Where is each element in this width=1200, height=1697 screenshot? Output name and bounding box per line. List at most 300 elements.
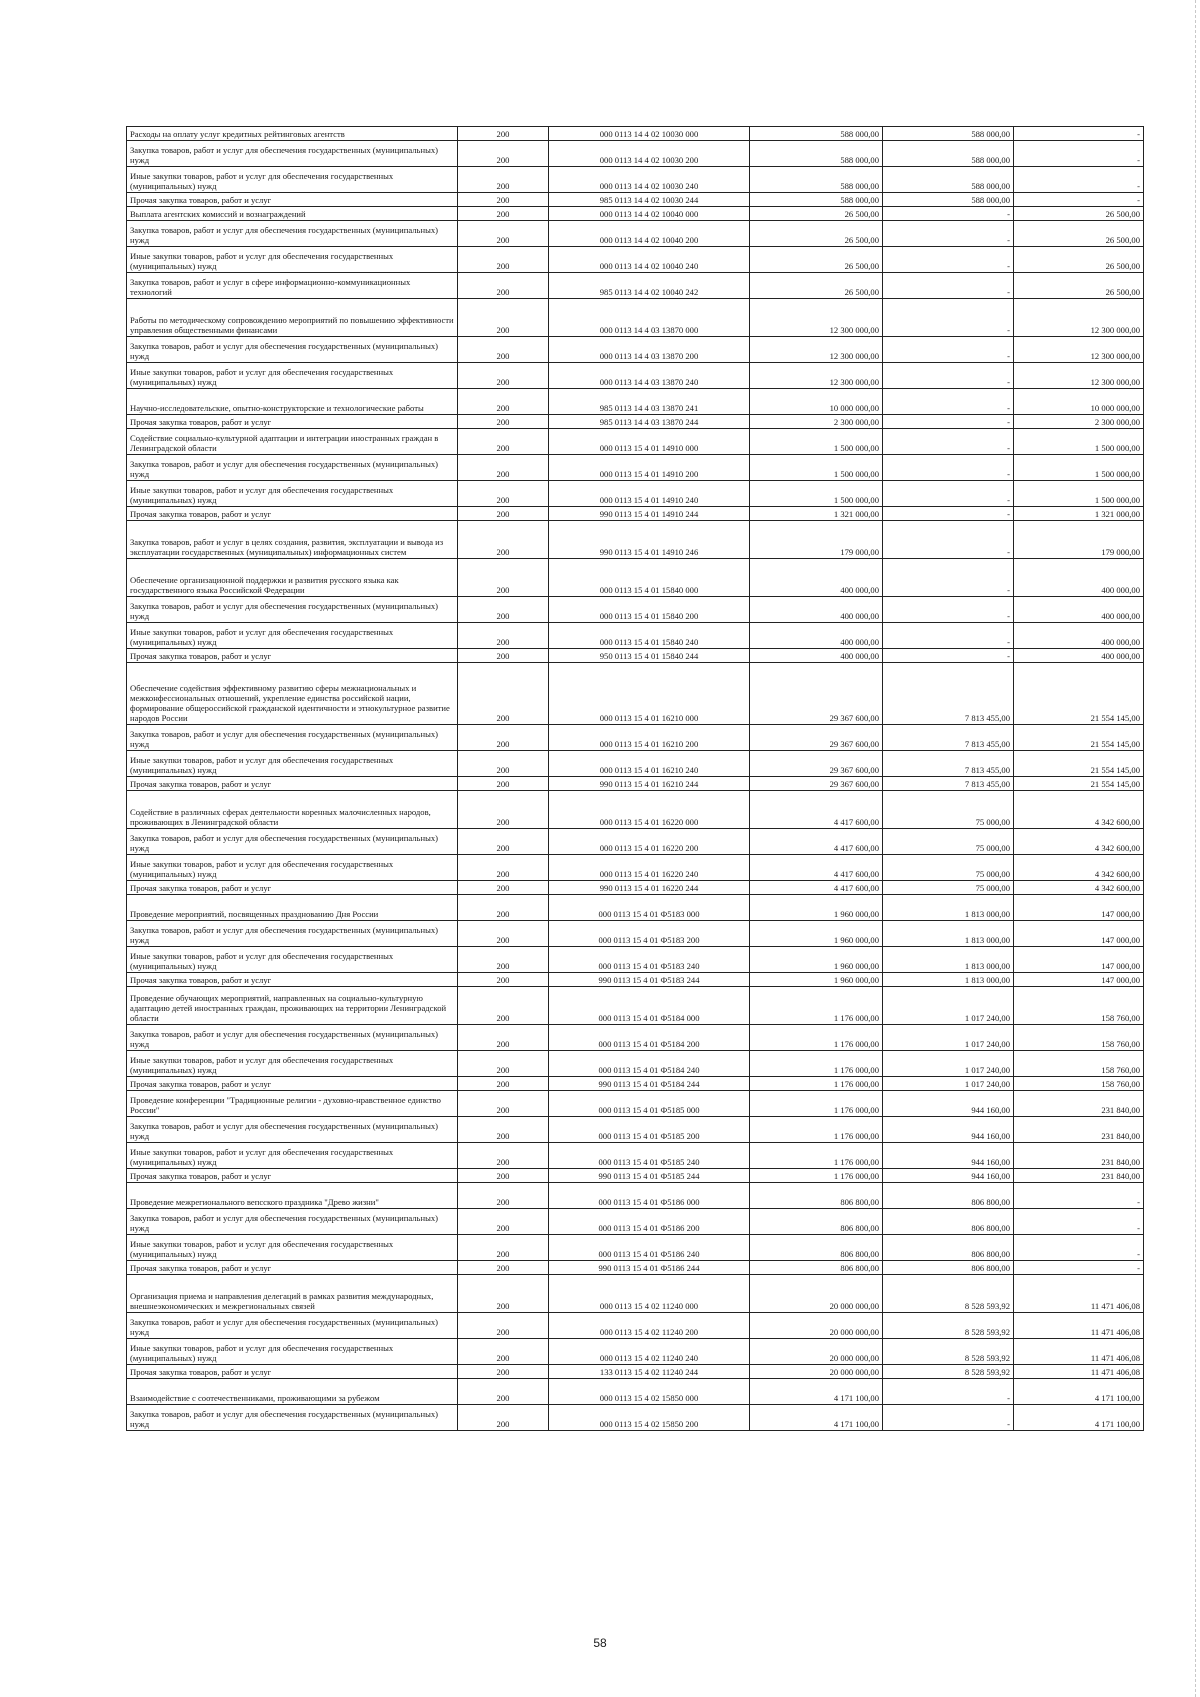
row-unexecuted-amount: 11 471 406,08 (1014, 1275, 1144, 1313)
row-line-code: 200 (458, 337, 549, 363)
row-budget-code: 000 0113 15 4 01 16210 200 (549, 725, 750, 751)
row-executed-amount: 1 017 240,00 (883, 1025, 1014, 1051)
row-unexecuted-amount: 400 000,00 (1014, 649, 1144, 663)
table-row (127, 987, 1144, 1025)
row-name: Расходы на оплату услуг кредитных рейтинговых агентств (127, 127, 458, 141)
row-name: Закупка товаров, работ и услуг для обеспечения государственных (муниципальных) нужд (127, 141, 458, 167)
row-line-code: 200 (458, 1143, 549, 1169)
row-budget-code: 000 0113 15 4 01 14910 000 (549, 429, 750, 455)
row-line-code: 200 (458, 881, 549, 895)
row-approved-amount: 4 417 600,00 (750, 791, 883, 829)
row-budget-code: 000 0113 14 4 02 10030 200 (549, 141, 750, 167)
row-budget-code: 000 0113 15 4 01 Ф5184 240 (549, 1051, 750, 1077)
row-unexecuted-amount: 4 171 100,00 (1014, 1379, 1144, 1405)
row-name: Прочая закупка товаров, работ и услуг (127, 649, 458, 663)
table-row (127, 597, 1144, 623)
row-line-code: 200 (458, 1365, 549, 1379)
row-executed-amount: - (883, 481, 1014, 507)
row-unexecuted-amount: - (1014, 1183, 1144, 1209)
row-executed-amount: - (883, 207, 1014, 221)
row-approved-amount: 1 176 000,00 (750, 1091, 883, 1117)
row-line-code: 200 (458, 829, 549, 855)
row-line-code: 200 (458, 1379, 549, 1405)
row-unexecuted-amount: 147 000,00 (1014, 895, 1144, 921)
row-executed-amount: 7 813 455,00 (883, 751, 1014, 777)
row-unexecuted-amount: 400 000,00 (1014, 623, 1144, 649)
table-row (127, 1025, 1144, 1051)
row-budget-code: 990 0113 15 4 01 Ф5186 244 (549, 1261, 750, 1275)
row-name: Прочая закупка товаров, работ и услуг (127, 881, 458, 895)
row-approved-amount: 1 960 000,00 (750, 895, 883, 921)
row-line-code: 200 (458, 777, 549, 791)
row-budget-code: 133 0113 15 4 02 11240 244 (549, 1365, 750, 1379)
budget-table-body (127, 127, 1144, 1431)
row-approved-amount: 2 300 000,00 (750, 415, 883, 429)
table-row (127, 1313, 1144, 1339)
row-name: Прочая закупка товаров, работ и услуг (127, 1169, 458, 1183)
row-executed-amount: 588 000,00 (883, 141, 1014, 167)
row-unexecuted-amount: 231 840,00 (1014, 1091, 1144, 1117)
row-approved-amount: 20 000 000,00 (750, 1275, 883, 1313)
scan-edge-mark (1193, 0, 1196, 1697)
row-approved-amount: 12 300 000,00 (750, 363, 883, 389)
table-row (127, 623, 1144, 649)
table-row (127, 207, 1144, 221)
row-line-code: 200 (458, 167, 549, 193)
row-name: Иные закупки товаров, работ и услуг для обеспечения государственных (муниципальных) нужд (127, 481, 458, 507)
row-budget-code: 000 0113 15 4 01 15840 200 (549, 597, 750, 623)
row-unexecuted-amount: 400 000,00 (1014, 597, 1144, 623)
row-line-code: 200 (458, 221, 549, 247)
row-budget-code: 000 0113 15 4 01 Ф5184 200 (549, 1025, 750, 1051)
row-line-code: 200 (458, 921, 549, 947)
table-row (127, 1077, 1144, 1091)
row-name: Прочая закупка товаров, работ и услуг (127, 1261, 458, 1275)
row-executed-amount: 806 800,00 (883, 1261, 1014, 1275)
row-budget-code: 000 0113 15 4 02 11240 000 (549, 1275, 750, 1313)
table-row (127, 829, 1144, 855)
table-row (127, 895, 1144, 921)
row-approved-amount: 1 176 000,00 (750, 1117, 883, 1143)
row-executed-amount: - (883, 623, 1014, 649)
row-unexecuted-amount: 10 000 000,00 (1014, 389, 1144, 415)
table-row (127, 1051, 1144, 1077)
row-line-code: 200 (458, 273, 549, 299)
row-name: Иные закупки товаров, работ и услуг для обеспечения государственных (муниципальных) нужд (127, 855, 458, 881)
row-executed-amount: 1 017 240,00 (883, 1077, 1014, 1091)
row-approved-amount: 1 500 000,00 (750, 455, 883, 481)
table-row (127, 1339, 1144, 1365)
row-executed-amount: - (883, 389, 1014, 415)
row-budget-code: 000 0113 15 4 01 Ф5183 240 (549, 947, 750, 973)
row-budget-code: 000 0113 15 4 01 16210 000 (549, 663, 750, 725)
row-approved-amount: 12 300 000,00 (750, 337, 883, 363)
row-line-code: 200 (458, 481, 549, 507)
row-approved-amount: 1 176 000,00 (750, 1143, 883, 1169)
row-budget-code: 000 0113 15 4 01 Ф5186 200 (549, 1209, 750, 1235)
row-name: Закупка товаров, работ и услуг для обеспечения государственных (муниципальных) нужд (127, 337, 458, 363)
row-name: Научно-исследовательские, опытно-конструкторские и технологические работы (127, 389, 458, 415)
row-budget-code: 990 0113 15 4 01 16210 244 (549, 777, 750, 791)
row-approved-amount: 29 367 600,00 (750, 777, 883, 791)
row-executed-amount: 7 813 455,00 (883, 777, 1014, 791)
row-unexecuted-amount: 12 300 000,00 (1014, 299, 1144, 337)
row-approved-amount: 1 960 000,00 (750, 921, 883, 947)
row-unexecuted-amount: 4 342 600,00 (1014, 829, 1144, 855)
row-budget-code: 000 0113 15 4 02 11240 200 (549, 1313, 750, 1339)
row-unexecuted-amount: 147 000,00 (1014, 921, 1144, 947)
table-row (127, 1365, 1144, 1379)
row-line-code: 200 (458, 127, 549, 141)
row-approved-amount: 4 417 600,00 (750, 881, 883, 895)
table-row (127, 559, 1144, 597)
table-row (127, 751, 1144, 777)
row-executed-amount: 8 528 593,92 (883, 1339, 1014, 1365)
row-unexecuted-amount: - (1014, 141, 1144, 167)
row-budget-code: 000 0113 14 4 02 10040 000 (549, 207, 750, 221)
row-approved-amount: 588 000,00 (750, 193, 883, 207)
row-line-code: 200 (458, 973, 549, 987)
table-row (127, 1091, 1144, 1117)
row-approved-amount: 26 500,00 (750, 221, 883, 247)
table-row (127, 1169, 1144, 1183)
row-budget-code: 000 0113 15 4 01 14910 240 (549, 481, 750, 507)
row-executed-amount: 8 528 593,92 (883, 1313, 1014, 1339)
row-line-code: 200 (458, 725, 549, 751)
row-executed-amount: 588 000,00 (883, 167, 1014, 193)
row-executed-amount: 588 000,00 (883, 127, 1014, 141)
row-name: Закупка товаров, работ и услуг в сфере информационно-коммуникационных технологий (127, 273, 458, 299)
row-approved-amount: 29 367 600,00 (750, 663, 883, 725)
row-budget-code: 990 0113 15 4 01 14910 246 (549, 521, 750, 559)
row-name: Закупка товаров, работ и услуг для обеспечения государственных (муниципальных) нужд (127, 829, 458, 855)
row-executed-amount: 75 000,00 (883, 791, 1014, 829)
row-approved-amount: 588 000,00 (750, 141, 883, 167)
row-line-code: 200 (458, 751, 549, 777)
row-budget-code: 000 0113 15 4 02 11240 240 (549, 1339, 750, 1365)
row-budget-code: 000 0113 14 4 02 10040 240 (549, 247, 750, 273)
row-budget-code: 000 0113 15 4 01 16210 240 (549, 751, 750, 777)
row-name: Иные закупки товаров, работ и услуг для обеспечения государственных (муниципальных) нужд (127, 751, 458, 777)
row-unexecuted-amount: 11 471 406,08 (1014, 1365, 1144, 1379)
row-budget-code: 000 0113 15 4 01 Ф5185 200 (549, 1117, 750, 1143)
row-approved-amount: 400 000,00 (750, 559, 883, 597)
row-unexecuted-amount: 12 300 000,00 (1014, 363, 1144, 389)
row-line-code: 200 (458, 141, 549, 167)
row-budget-code: 000 0113 15 4 01 Ф5185 000 (549, 1091, 750, 1117)
row-approved-amount: 1 176 000,00 (750, 987, 883, 1025)
row-name: Содействие социально-культурной адаптации и интеграции иностранных граждан в Ленинградской области (127, 429, 458, 455)
row-unexecuted-amount: 4 342 600,00 (1014, 791, 1144, 829)
table-row (127, 1209, 1144, 1235)
row-name: Проведение обучающих мероприятий, направленных на социально-культурную адаптацию детей иностранных граждан, проживающих на территории Ленинградской области (127, 987, 458, 1025)
table-row (127, 663, 1144, 725)
row-line-code: 200 (458, 1275, 549, 1313)
row-budget-code: 000 0113 14 4 02 10030 000 (549, 127, 750, 141)
row-name: Прочая закупка товаров, работ и услуг (127, 1077, 458, 1091)
row-approved-amount: 20 000 000,00 (750, 1365, 883, 1379)
row-name: Выплата агентских комиссий и вознаграждений (127, 207, 458, 221)
row-approved-amount: 26 500,00 (750, 273, 883, 299)
table-row (127, 521, 1144, 559)
row-line-code: 200 (458, 1261, 549, 1275)
row-approved-amount: 1 176 000,00 (750, 1169, 883, 1183)
row-executed-amount: - (883, 221, 1014, 247)
row-line-code: 200 (458, 987, 549, 1025)
row-budget-code: 000 0113 15 4 01 16220 240 (549, 855, 750, 881)
row-approved-amount: 400 000,00 (750, 597, 883, 623)
row-name: Организация приема и направления делегаций в рамках развития международных, внешнеэкономических и межрегиональных связей (127, 1275, 458, 1313)
row-unexecuted-amount: 158 760,00 (1014, 1077, 1144, 1091)
row-line-code: 200 (458, 1117, 549, 1143)
table-row (127, 299, 1144, 337)
row-name: Проведение межрегионального вепсского праздника "Древо жизни" (127, 1183, 458, 1209)
row-approved-amount: 26 500,00 (750, 247, 883, 273)
row-approved-amount: 4 417 600,00 (750, 855, 883, 881)
table-row (127, 389, 1144, 415)
row-approved-amount: 20 000 000,00 (750, 1313, 883, 1339)
table-row (127, 1405, 1144, 1431)
row-budget-code: 000 0113 15 4 01 Ф5183 000 (549, 895, 750, 921)
row-approved-amount: 1 176 000,00 (750, 1051, 883, 1077)
row-executed-amount: 1 813 000,00 (883, 973, 1014, 987)
row-budget-code: 000 0113 14 4 02 10030 240 (549, 167, 750, 193)
row-line-code: 200 (458, 1169, 549, 1183)
row-name: Прочая закупка товаров, работ и услуг (127, 193, 458, 207)
row-approved-amount: 29 367 600,00 (750, 751, 883, 777)
row-approved-amount: 4 171 100,00 (750, 1379, 883, 1405)
row-approved-amount: 20 000 000,00 (750, 1339, 883, 1365)
row-unexecuted-amount: 26 500,00 (1014, 221, 1144, 247)
row-unexecuted-amount: 2 300 000,00 (1014, 415, 1144, 429)
row-executed-amount: 1 813 000,00 (883, 947, 1014, 973)
row-approved-amount: 1 960 000,00 (750, 973, 883, 987)
row-name: Прочая закупка товаров, работ и услуг (127, 507, 458, 521)
row-budget-code: 000 0113 14 4 03 13870 000 (549, 299, 750, 337)
row-name: Закупка товаров, работ и услуг для обеспечения государственных (муниципальных) нужд (127, 221, 458, 247)
row-approved-amount: 588 000,00 (750, 127, 883, 141)
table-row (127, 141, 1144, 167)
row-name: Взаимодействие с соотечественниками, проживающими за рубежом (127, 1379, 458, 1405)
row-approved-amount: 29 367 600,00 (750, 725, 883, 751)
table-row (127, 221, 1144, 247)
table-row (127, 1183, 1144, 1209)
row-line-code: 200 (458, 1025, 549, 1051)
table-row (127, 855, 1144, 881)
row-line-code: 200 (458, 247, 549, 273)
row-line-code: 200 (458, 895, 549, 921)
row-unexecuted-amount: - (1014, 1261, 1144, 1275)
row-name: Закупка товаров, работ и услуг для обеспечения государственных (муниципальных) нужд (127, 1313, 458, 1339)
table-row (127, 1261, 1144, 1275)
row-line-code: 200 (458, 299, 549, 337)
row-unexecuted-amount: 1 321 000,00 (1014, 507, 1144, 521)
row-executed-amount: 7 813 455,00 (883, 725, 1014, 751)
table-row (127, 921, 1144, 947)
row-line-code: 200 (458, 1077, 549, 1091)
row-line-code: 200 (458, 649, 549, 663)
page-number: 58 (593, 1636, 607, 1650)
row-approved-amount: 1 176 000,00 (750, 1025, 883, 1051)
table-row (127, 247, 1144, 273)
row-line-code: 200 (458, 559, 549, 597)
row-budget-code: 000 0113 15 4 01 Ф5186 240 (549, 1235, 750, 1261)
row-name: Иные закупки товаров, работ и услуг для обеспечения государственных (муниципальных) нужд (127, 167, 458, 193)
row-budget-code: 000 0113 15 4 01 Ф5184 000 (549, 987, 750, 1025)
table-row (127, 455, 1144, 481)
row-unexecuted-amount: 11 471 406,08 (1014, 1313, 1144, 1339)
row-executed-amount: - (883, 507, 1014, 521)
row-name: Обеспечение содействия эффективному развитию сферы межнациональных и межконфессиональных отношений, укрепление единства российской нации, формирование общероссийской гражданской идентичности и этнокультурное развитие народов России (127, 663, 458, 725)
row-name: Проведение мероприятий, посвященных празднованию Дня России (127, 895, 458, 921)
row-name: Иные закупки товаров, работ и услуг для обеспечения государственных (муниципальных) нужд (127, 947, 458, 973)
row-line-code: 200 (458, 1339, 549, 1365)
row-line-code: 200 (458, 1091, 549, 1117)
row-executed-amount: - (883, 429, 1014, 455)
row-name: Иные закупки товаров, работ и услуг для обеспечения государственных (муниципальных) нужд (127, 363, 458, 389)
row-unexecuted-amount: 231 840,00 (1014, 1143, 1144, 1169)
row-executed-amount: 806 800,00 (883, 1235, 1014, 1261)
row-approved-amount: 1 321 000,00 (750, 507, 883, 521)
row-approved-amount: 806 800,00 (750, 1261, 883, 1275)
row-executed-amount: 588 000,00 (883, 193, 1014, 207)
row-budget-code: 000 0113 15 4 02 15850 200 (549, 1405, 750, 1431)
row-line-code: 200 (458, 663, 549, 725)
row-name: Закупка товаров, работ и услуг для обеспечения государственных (муниципальных) нужд (127, 1405, 458, 1431)
row-unexecuted-amount: 26 500,00 (1014, 273, 1144, 299)
row-approved-amount: 4 417 600,00 (750, 829, 883, 855)
row-approved-amount: 179 000,00 (750, 521, 883, 559)
row-unexecuted-amount: - (1014, 193, 1144, 207)
row-line-code: 200 (458, 1183, 549, 1209)
row-executed-amount: - (883, 559, 1014, 597)
row-executed-amount: - (883, 299, 1014, 337)
row-unexecuted-amount: 26 500,00 (1014, 247, 1144, 273)
row-unexecuted-amount: 21 554 145,00 (1014, 725, 1144, 751)
row-name: Закупка товаров, работ и услуг для обеспечения государственных (муниципальных) нужд (127, 1025, 458, 1051)
row-executed-amount: - (883, 597, 1014, 623)
row-approved-amount: 588 000,00 (750, 167, 883, 193)
row-approved-amount: 1 500 000,00 (750, 429, 883, 455)
row-unexecuted-amount: 158 760,00 (1014, 1051, 1144, 1077)
table-row (127, 363, 1144, 389)
table-row (127, 947, 1144, 973)
row-unexecuted-amount: 158 760,00 (1014, 987, 1144, 1025)
row-name: Закупка товаров, работ и услуг для обеспечения государственных (муниципальных) нужд (127, 921, 458, 947)
row-unexecuted-amount: 11 471 406,08 (1014, 1339, 1144, 1365)
row-executed-amount: 944 160,00 (883, 1117, 1014, 1143)
row-unexecuted-amount: 158 760,00 (1014, 1025, 1144, 1051)
row-approved-amount: 1 500 000,00 (750, 481, 883, 507)
row-budget-code: 000 0113 15 4 01 16220 000 (549, 791, 750, 829)
row-executed-amount: 75 000,00 (883, 881, 1014, 895)
row-approved-amount: 1 176 000,00 (750, 1077, 883, 1091)
row-unexecuted-amount: 4 342 600,00 (1014, 855, 1144, 881)
row-line-code: 200 (458, 855, 549, 881)
row-budget-code: 990 0113 15 4 01 Ф5185 244 (549, 1169, 750, 1183)
row-line-code: 200 (458, 1209, 549, 1235)
row-approved-amount: 10 000 000,00 (750, 389, 883, 415)
row-approved-amount: 26 500,00 (750, 207, 883, 221)
row-unexecuted-amount: 400 000,00 (1014, 559, 1144, 597)
row-unexecuted-amount: - (1014, 1235, 1144, 1261)
row-unexecuted-amount: 21 554 145,00 (1014, 777, 1144, 791)
row-name: Содействие в различных сферах деятельности коренных малочисленных народов, проживающих в Ленинградской области (127, 791, 458, 829)
row-executed-amount: 8 528 593,92 (883, 1365, 1014, 1379)
row-line-code: 200 (458, 1235, 549, 1261)
row-name: Иные закупки товаров, работ и услуг для обеспечения государственных (муниципальных) нужд (127, 1339, 458, 1365)
row-executed-amount: - (883, 1379, 1014, 1405)
row-executed-amount: - (883, 1405, 1014, 1431)
row-line-code: 200 (458, 193, 549, 207)
table-row (127, 649, 1144, 663)
row-unexecuted-amount: 231 840,00 (1014, 1169, 1144, 1183)
row-unexecuted-amount: 147 000,00 (1014, 973, 1144, 987)
table-row (127, 1143, 1144, 1169)
row-executed-amount: - (883, 337, 1014, 363)
row-name: Закупка товаров, работ и услуг для обеспечения государственных (муниципальных) нужд (127, 1117, 458, 1143)
row-unexecuted-amount: 179 000,00 (1014, 521, 1144, 559)
row-budget-code: 000 0113 15 4 01 14910 200 (549, 455, 750, 481)
row-name: Работы по методическому сопровождению мероприятий по повышению эффективности управления общественными финансами (127, 299, 458, 337)
row-line-code: 200 (458, 389, 549, 415)
row-approved-amount: 400 000,00 (750, 649, 883, 663)
table-row (127, 193, 1144, 207)
row-budget-code: 000 0113 15 4 02 15850 000 (549, 1379, 750, 1405)
table-row (127, 415, 1144, 429)
row-budget-code: 985 0113 14 4 03 13870 244 (549, 415, 750, 429)
row-budget-code: 000 0113 15 4 01 Ф5186 000 (549, 1183, 750, 1209)
row-line-code: 200 (458, 521, 549, 559)
budget-table (126, 126, 1144, 1431)
row-name: Закупка товаров, работ и услуг для обеспечения государственных (муниципальных) нужд (127, 597, 458, 623)
row-executed-amount: - (883, 521, 1014, 559)
row-executed-amount: 806 800,00 (883, 1183, 1014, 1209)
row-line-code: 200 (458, 1405, 549, 1431)
row-unexecuted-amount: 21 554 145,00 (1014, 751, 1144, 777)
row-unexecuted-amount: - (1014, 1209, 1144, 1235)
row-name: Прочая закупка товаров, работ и услуг (127, 777, 458, 791)
row-executed-amount: - (883, 649, 1014, 663)
row-approved-amount: 1 960 000,00 (750, 947, 883, 973)
row-line-code: 200 (458, 455, 549, 481)
row-budget-code: 000 0113 15 4 01 15840 000 (549, 559, 750, 597)
row-name: Прочая закупка товаров, работ и услуг (127, 415, 458, 429)
row-name: Прочая закупка товаров, работ и услуг (127, 1365, 458, 1379)
row-line-code: 200 (458, 947, 549, 973)
row-unexecuted-amount: 231 840,00 (1014, 1117, 1144, 1143)
row-budget-code: 000 0113 15 4 01 15840 240 (549, 623, 750, 649)
row-line-code: 200 (458, 207, 549, 221)
row-executed-amount: 1 813 000,00 (883, 921, 1014, 947)
table-row (127, 1275, 1144, 1313)
row-line-code: 200 (458, 429, 549, 455)
row-budget-code: 950 0113 15 4 01 15840 244 (549, 649, 750, 663)
row-budget-code: 000 0113 15 4 01 Ф5183 200 (549, 921, 750, 947)
row-unexecuted-amount: - (1014, 127, 1144, 141)
row-line-code: 200 (458, 597, 549, 623)
row-unexecuted-amount: 147 000,00 (1014, 947, 1144, 973)
row-name: Иные закупки товаров, работ и услуг для обеспечения государственных (муниципальных) нужд (127, 1235, 458, 1261)
row-unexecuted-amount: 4 171 100,00 (1014, 1405, 1144, 1431)
row-approved-amount: 400 000,00 (750, 623, 883, 649)
row-unexecuted-amount: 1 500 000,00 (1014, 481, 1144, 507)
row-line-code: 200 (458, 1313, 549, 1339)
table-row (127, 167, 1144, 193)
row-unexecuted-amount: 1 500 000,00 (1014, 429, 1144, 455)
row-approved-amount: 4 171 100,00 (750, 1405, 883, 1431)
row-budget-code: 990 0113 15 4 01 16220 244 (549, 881, 750, 895)
